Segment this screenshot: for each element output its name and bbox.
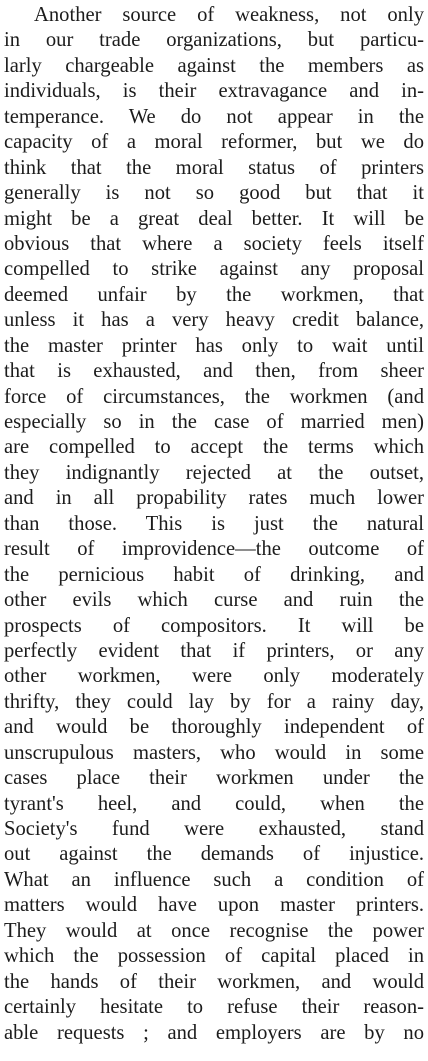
text-line: perfectly evident that if printers, or any [4,639,424,662]
text-line: that is exhausted, and then, from sheer [4,360,424,383]
text-line: and would be thoroughly independent of [4,716,424,739]
text-line: Another source of weakness, not only [34,4,424,26]
text-line: unscrupulous masters, who would in some [4,741,424,764]
text-line: unless it has a very heavy credit balance, [4,309,424,332]
text-line: the master printer has only to wait until [4,334,424,357]
text-line: especially so in the case of married men) [4,411,424,433]
text-line: generally is not so good but that it [4,182,424,205]
text-line: which the possession of capital placed in [4,945,424,968]
text-line: might be a great deal better. It will be [4,207,424,230]
text-line: obvious that where a society feels itself [4,232,424,255]
text-line: than those. This is just the natural [4,512,424,535]
text-line: capacity of a moral reformer, but we do [4,131,424,154]
text-line: temperance. We do not appear in the [4,105,424,128]
text-line: other evils which curse and ruin the [4,589,424,612]
text-line: prospects of compositors. It will be [4,614,424,637]
text-line: cases place their workmen under the [4,767,424,790]
text-line: able requests ; and employers are by no [4,1021,424,1044]
text-line: out against the demands of injustice. [4,843,424,866]
text-line: What an influence such a condition of [4,868,424,891]
text-line: and in all propability rates much lower [4,487,424,510]
text-line: the hands of their workmen, and would [4,970,424,993]
text-line: certainly hesitate to refuse their reason- [4,996,424,1019]
text-line: other workmen, were only moderately [4,665,424,688]
text-line: matters would have upon master printers. [4,894,424,917]
text-line: force of circumstances, the workmen (and [4,385,424,408]
text-line: tyrant's heel, and could, when the [4,792,424,815]
text-line: they indignantly rejected at the outset, [4,461,424,484]
text-line: result of improvidence—the outcome of [4,538,424,561]
text-line: individuals, is their extravagance and in- [4,80,424,103]
text-line: larly chargeable against the members as [4,54,424,77]
article-paragraph [4,3,424,1046]
text-line: Society's fund were exhausted, stand [4,818,424,840]
text-line: thrifty, they could lay by for a rainy day, [4,690,424,713]
article-text-column [4,3,424,1046]
text-line: the pernicious habit of drinking, and [4,563,424,586]
text-line: are compelled to accept the terms which [4,436,424,459]
text-line: They would at once recognise the power [4,919,424,942]
text-line: deemed unfair by the workmen, that [4,283,424,306]
text-line: compelled to strike against any proposal [4,258,424,281]
text-line: think that the moral status of printers [4,156,424,179]
text-line: in our trade organizations, but particu- [4,29,424,52]
